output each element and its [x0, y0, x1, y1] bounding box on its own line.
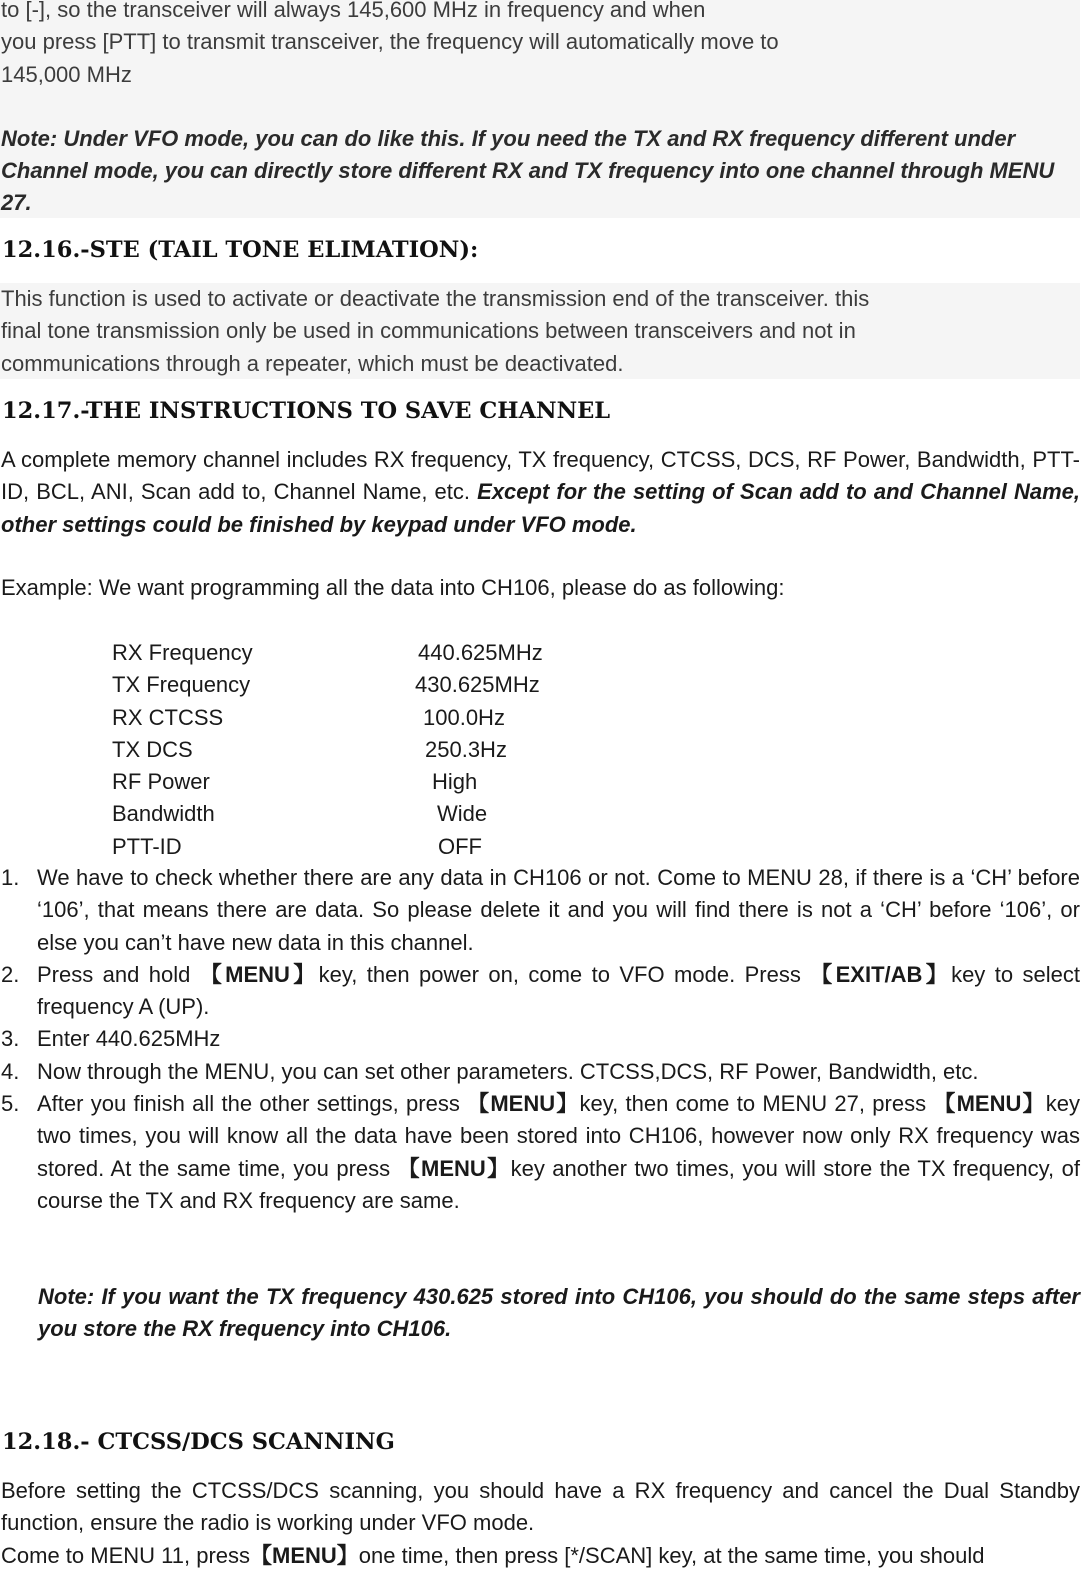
row-label: RX CTCSS: [112, 704, 224, 730]
example-text: Example: We want programming all the data into CH106, please do as following:: [1, 575, 785, 600]
top-text-block: [0, 0, 1080, 218]
step-text: Enter 440.625MHz: [37, 1026, 221, 1052]
row-label: TX DCS: [112, 736, 193, 762]
row-value: Wide: [437, 801, 488, 827]
list-item: [0, 1056, 1080, 1088]
menu-key-label: 【MENU】: [467, 1091, 580, 1117]
section-1216-line-3: communications through a repeater, which must be deactivated.: [1, 350, 624, 376]
note-text: Note: If you want the TX frequency 430.625 stored into CH106, you should do the same steps after you store the RX frequency into CH106.: [38, 1284, 1080, 1342]
menu-key-label: 【MENU】: [397, 1155, 511, 1181]
steps-list: [0, 862, 1080, 1217]
step-number: 1.: [1, 865, 20, 890]
section-1218-para-1: Before setting the CTCSS/DCS scanning, you should have a RX frequency and cancel the Dual Standby function, ensure the radio is working under VFO mode.: [1, 1478, 1080, 1536]
section-1216-heading: 12.16.-STE (TAIL TONE ELIMATION):: [2, 237, 479, 263]
list-item: [0, 862, 1080, 959]
list-item: [0, 959, 1080, 1024]
step-number: 3.: [1, 1026, 20, 1052]
intro-bold-text: Except for the setting of Scan add to and Channel Name, other settings could be finished by keypad under VFO mode.: [1, 479, 1080, 537]
step-text: After you finish all the other settings, press: [37, 1091, 460, 1117]
step-text: Now through the MENU, you can set other parameters. CTCSS,DCS, RF Power, Bandwidth, etc.: [37, 1058, 979, 1084]
intro-text: A complete memory channel includes RX frequency, TX frequency, CTCSS, DCS, RF Power, Bandwidth, PTT-ID, BCL, ANI, Scan add to, Channel Name, etc.: [1, 447, 1080, 505]
step-text: key two times, you will know all the data have been stored into CH106, however now only RX frequency was stored. At the same time, you press: [37, 1091, 1080, 1181]
section-1218-para-2: [0, 1540, 1080, 1572]
step-text: key another two times, you will store the TX frequency, of course the TX and RX frequency are same.: [37, 1155, 1080, 1213]
row-label: Bandwidth: [112, 801, 215, 827]
row-label: RX Frequency: [112, 640, 253, 665]
section-1217-heading: 12.17.-THE INSTRUCTIONS TO SAVE CHANNEL: [2, 398, 611, 424]
step-number: 4.: [1, 1058, 20, 1084]
list-item: [0, 1023, 1080, 1055]
step-text: We have to check whether there are any data in CH106 or not. Come to MENU 28, if there is a ‘CH’ before ‘106’, that means there are data. So please delete it and you will find there is not a ‘CH’ before ‘106’, or else you can’t have new data in this channel.: [37, 865, 1080, 955]
list-item: [0, 1088, 1080, 1217]
step-text: Press and hold: [37, 961, 191, 987]
para-text: one time, then press [*/SCAN] key, at the same time, you should: [358, 1542, 985, 1568]
section-1218-body: [0, 1475, 1080, 1572]
example-line: [0, 572, 1080, 604]
step-text: key, then come to MENU 27, press: [579, 1091, 927, 1117]
section-1216-body: [0, 283, 1080, 379]
menu-key-label: 【MENU】: [250, 1542, 359, 1568]
row-value: 440.625MHz: [418, 640, 543, 665]
exit-ab-key-label: 【EXIT/AB】: [810, 961, 952, 987]
section-1216-line-2: final tone transmission only be used in communications between transceivers and not in: [1, 318, 856, 344]
top-line-3: 145,000 MHz: [1, 61, 132, 87]
row-value: 100.0Hz: [423, 704, 505, 730]
step-text: key, then power on, come to VFO mode. Press: [318, 961, 801, 987]
section-1216-line-1: This function is used to activate or deactivate the transmission end of the transceiver. this: [1, 286, 870, 311]
para-text: Come to MENU 11, press: [1, 1542, 251, 1568]
row-value: 430.625MHz: [415, 672, 540, 698]
top-line-2: you press [PTT] to transmit transceiver, the frequency will automatically move to: [1, 29, 779, 55]
menu-key-label: 【MENU】: [933, 1091, 1046, 1117]
top-line-1: to [-], so the transceiver will always 145,600 MHz in frequency and when: [1, 0, 706, 22]
step-number: 5.: [1, 1091, 20, 1117]
section-1217-note: [0, 1281, 1080, 1346]
row-value: 250.3Hz: [425, 736, 507, 762]
section-1218-heading: 12.18.- CTCSS/DCS SCANNING: [2, 1429, 395, 1455]
step-number: 2.: [1, 961, 20, 987]
step-text: key to select frequency A (UP).: [37, 961, 1080, 1020]
menu-key-label: 【MENU】: [199, 961, 319, 987]
row-label: PTT-ID: [112, 833, 182, 859]
row-label: TX Frequency: [112, 672, 251, 698]
row-value: High: [432, 769, 478, 795]
section-1217-intro: [0, 444, 1080, 541]
top-note: Note: Under VFO mode, you can do like this. If you need the TX and RX frequency different under Channel mode, you can directly store different RX and TX frequency into one channel through MENU 27.: [1, 125, 1055, 216]
row-value: OFF: [438, 833, 482, 859]
row-label: RF Power: [112, 769, 210, 795]
